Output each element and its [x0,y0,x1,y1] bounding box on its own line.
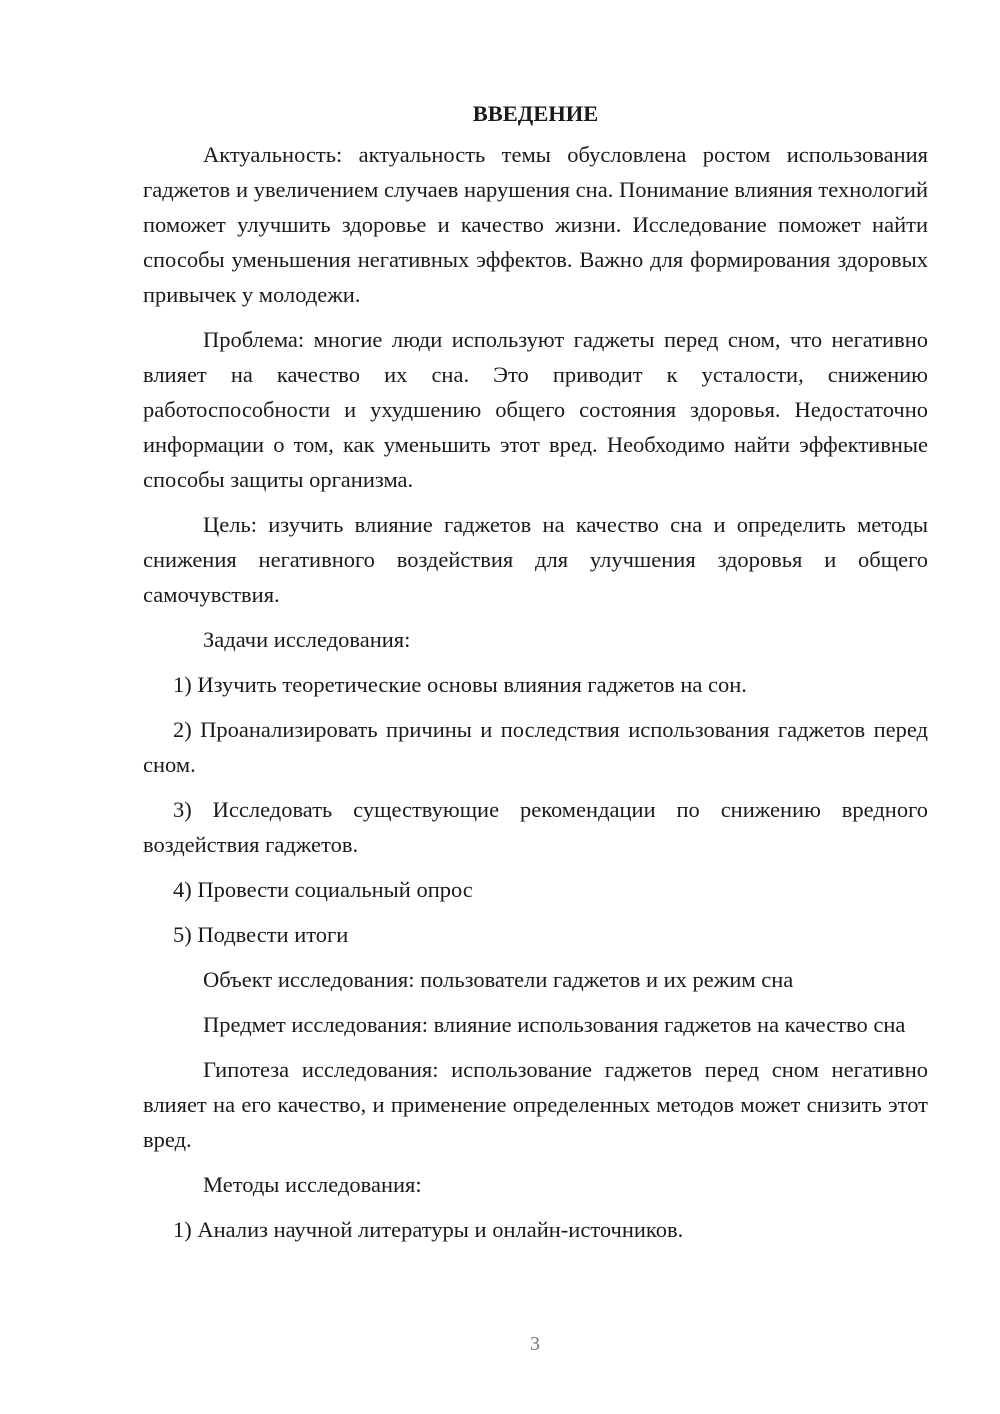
problem-paragraph: Проблема: многие люди используют гаджеты перед сном, что негативно влияет на качество их сна. Это приводит к усталости, снижению работоспособности и ухудшению общего состояния здоровья. Недостаточно информации о том, как уменьшить этот вред. Необходимо найти эффективные способы защиты организма. [143,327,928,492]
method-item: 1) Анализ научной литературы и онлайн-источников. [173,1217,684,1242]
object-paragraph: Объект исследования: пользователи гаджетов и их режим сна [203,967,794,992]
hypothesis-paragraph: Гипотеза исследования: использование гаджетов перед сном негативно влияет на его качество, и применение определенных методов может снизить этот вред. [143,1057,928,1152]
task-item: 4) Провести социальный опрос [173,877,473,902]
document-body [143,96,928,1247]
page-number: 3 [530,1333,540,1355]
relevance-paragraph: Актуальность: актуальность темы обусловлена ростом использования гаджетов и увеличением случаев нарушения сна. Понимание влияния технологий поможет улучшить здоровье и качество жизни. Исследование поможет найти способы уменьшения негативных эффектов. Важно для формирования здоровых привычек у молодежи. [143,142,928,307]
task-item: 2) Проанализировать причины и последствия использования гаджетов перед сном. [143,717,928,777]
goal-paragraph: Цель: изучить влияние гаджетов на качество сна и определить методы снижения негативного воздействия для улучшения здоровья и общего самочувствия. [143,512,928,607]
subject-paragraph: Предмет исследования: влияние использования гаджетов на качество сна [203,1012,906,1037]
methods-heading: Методы исследования: [203,1172,422,1197]
tasks-heading: Задачи исследования: [203,627,411,652]
page-title: ВВЕДЕНИЕ [472,101,599,126]
task-item: 3) Исследовать существующие рекомендации по снижению вредного воздействия гаджетов. [143,797,928,857]
task-item: 1) Изучить теоретические основы влияния гаджетов на сон. [173,672,747,697]
task-item: 5) Подвести итоги [173,922,349,947]
